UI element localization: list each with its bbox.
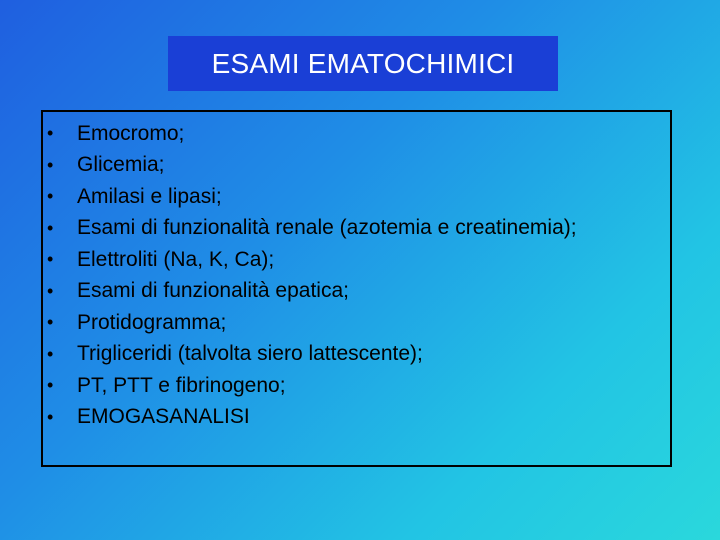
content-frame [41, 110, 672, 467]
list-item-text: Amilasi e lipasi; [77, 184, 222, 208]
bullet-list [43, 118, 670, 433]
bullet-icon: • [47, 186, 54, 207]
list-item-text: PT, PTT e fibrinogeno; [77, 373, 286, 397]
slide-title: ESAMI EMATOCHIMICI [211, 47, 515, 79]
bullet-icon: • [47, 343, 54, 364]
list-item [43, 307, 670, 339]
list-item [43, 118, 670, 150]
list-item [43, 244, 670, 276]
list-item-text: EMOGASANALISI [77, 405, 250, 429]
list-item [43, 181, 670, 213]
list-item [43, 339, 670, 371]
bullet-icon: • [47, 280, 54, 301]
list-item-text: Emocromo; [77, 121, 185, 145]
bullet-icon: • [47, 312, 54, 333]
list-item-text: Esami di funzionalità renale (azotemia e creatinemia); [77, 216, 577, 240]
list-item [43, 213, 670, 245]
list-item [43, 150, 670, 182]
slide-title-box [168, 36, 558, 91]
list-item-text: Protidogramma; [77, 310, 227, 334]
list-item-text: Elettroliti (Na, K, Ca); [77, 247, 275, 271]
list-item-text: Esami di funzionalità epatica; [77, 279, 349, 303]
list-item [43, 370, 670, 402]
bullet-icon: • [47, 375, 54, 396]
bullet-icon: • [47, 249, 54, 270]
list-item [43, 402, 670, 434]
list-item-text: Trigliceridi (talvolta siero lattescente); [77, 342, 423, 366]
list-item [43, 276, 670, 308]
list-item-text: Glicemia; [77, 153, 165, 177]
bullet-icon: • [47, 406, 54, 427]
bullet-icon: • [47, 217, 54, 238]
bullet-icon: • [47, 123, 54, 144]
bullet-icon: • [47, 154, 54, 175]
